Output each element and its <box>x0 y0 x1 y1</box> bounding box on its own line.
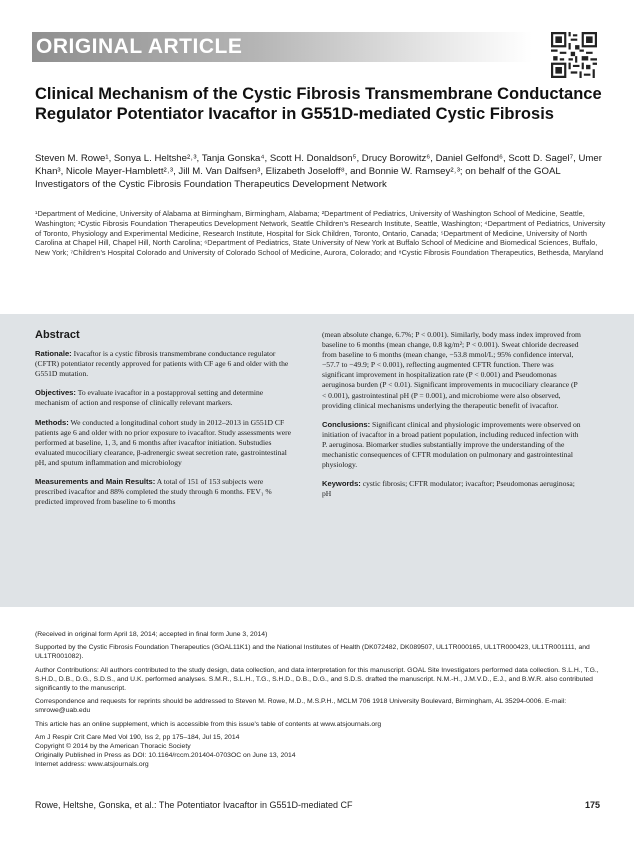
journal-citation: Am J Respir Crit Care Med Vol 190, Iss 2, pp 175–184, Jul 15, 2014 <box>35 733 240 741</box>
correspondence-note: Correspondence and requests for reprints should be addressed to Steven M. Rowe, M.D., M.S.P.H., MCLM 706 1918 University Boulevard, Birmingham, AL 35294-0006. E-mail: smrowe@uab.edu <box>35 698 567 715</box>
results-text-left: A total of 151 of 153 subjects were prescribed ivacaftor and 88% completed the study through 6 months. FEV₁ % predicted improved from baseline to 6 months <box>35 477 272 507</box>
conclusions-label: Conclusions: <box>322 419 371 429</box>
page-number: 175 <box>584 800 600 810</box>
abstract-heading: Abstract <box>35 329 80 341</box>
abstract-right-column <box>322 330 582 508</box>
abstract-methods <box>35 418 295 468</box>
keywords-text: cystic fibrosis; CFTR modulator; ivacaftor; Pseudomonas aeruginosa; pH <box>322 479 575 499</box>
abstract-left-column <box>35 330 295 516</box>
doi-line: Originally Published in Press as DOI: 10.1164/rccm.201404-0703OC on June 13, 2014 <box>35 752 296 760</box>
objectives-label: Objectives: <box>35 388 76 398</box>
page-footer <box>35 800 600 810</box>
abstract-keywords <box>322 479 582 499</box>
footnotes <box>35 630 605 770</box>
support-note: Supported by the Cystic Fibrosis Foundation Therapeutics (GOAL11K1) and the National Institutes of Health (DK072482, DK089507, UL1TR000165, UL1TR000423, UL1TR001111, and UL1TR001082). <box>35 644 590 661</box>
abstract-rationale <box>35 349 295 379</box>
abstract-conclusions <box>322 420 582 470</box>
objectives-text: To evaluate ivacaftor in a postapproval setting and determine mechanism of action and response of clinically relevant markers. <box>35 388 264 408</box>
methods-label: Methods: <box>35 417 69 427</box>
methods-text: We conducted a longitudinal cohort study in 2012–2013 in G551D CF patients age 6 and older with no prior exposure to ivacaftor. Study assessments were performed at baseline, 1, 3, and 6 months after ivacaftor initiation. Substudies evaluated mucociliary clearance, β-adrenergic sweat secretion rate, gastrointestinal pH, and sputum inflammation and microbiology <box>35 417 292 467</box>
affiliations: ¹Department of Medicine, University of Alabama at Birmingham, Birmingham, Alabama; ²Department of Pediatrics, University of Washington School of Medicine, Seattle, Washington; ³Cystic Fibrosis Foundation Therapeutics Development Network, Seattle Children's Research Institute, Seattle, Washington; ⁴Department of Pediatrics, University of Toronto, Physiology and Experimental Medicine, Research Institute, Hospital for Sick Children, Toronto, Ontario, Canada; ⁵Department of Medicine, University of North Carolina at Chapel Hill, Chapel Hill, North Carolina; ⁶Department of Pediatrics, State University of New York at Buffalo School of Medicine and Biomedical Sciences, Buffalo, New York; ⁷Children's Hospital Colorado and University of Colorado School of Medicine, Aurora, Colorado; and ⁸Cystic Fibrosis Foundation Therapeutics, Bethesda, Maryland <box>35 209 606 258</box>
internet-address[interactable]: Internet address: www.atsjournals.org <box>35 761 149 769</box>
article-title: Clinical Mechanism of the Cystic Fibrosis Transmembrane Conductance Regulator Potentiator Ivacaftor in G551D-mediated Cystic Fibrosis <box>35 85 602 123</box>
conclusions-text: Significant clinical and physiologic improvements were observed on initiation of ivacaftor in a broad patient population, including reduced infection with P. aeruginosa. Biomarker studies substantially improve the understanding of the mechanistic consequences of CFTR modulation on pulmonary and gastrointestinal physiology. <box>322 419 581 470</box>
copyright-line: Copyright © 2014 by the American Thoracic Society <box>35 743 191 751</box>
contributions-note: Author Contributions: All authors contributed to the study design, data collection, and data interpretation for this manuscript. GOAL Site Investigators performed data collection. S.L.H., T.G., S.H.D., D.B., D.G., S.D.S., and U.K. performed analyses. S.M.R., S.L.H., T.G., S.H.D., D.B., D.G., and S.D.S. drafted the manuscript. N.M.-H., J.M.V.D., E.J., and B.W.R. also contributed significantly to the manuscript. <box>35 666 599 693</box>
qr-code-icon[interactable] <box>551 32 597 78</box>
results-text-right: (mean absolute change, 6.7%; P < 0.001). Similarly, body mass index improved from baseline to 6 months (mean change, 0.8 kg/m²; P < 0.001). Sweat chloride decreased from baseline to 6 months (mean change, −53.8 mmol/L; 95% confidence interval, −57.7 to −49.9; P < 0.001), reflecting augmented CFTR function. There was significant improvement in hospitalization rate (P < 0.001) and Pseudomonas aeruginosa burden (P < 0.01). Significant improvements in mucociliary clearance (P < 0.001), gastrointestinal pH (P = 0.001), and microbiome were also observed, providing clinical mechanisms underlying the therapeutic benefit of ivacaftor. <box>322 330 581 410</box>
article-type-label: ORIGINAL ARTICLE <box>36 35 243 58</box>
running-title: Rowe, Heltshe, Gonska, et al.: The Potentiator Ivacaftor in G551D-mediated CF <box>35 800 353 810</box>
rationale-text: Ivacaftor is a cystic fibrosis transmembrane conductance regulator (CFTR) potentiator recently approved for patients with CF age 6 and older with the G551D mutation. <box>35 349 289 379</box>
author-list: Steven M. Rowe¹, Sonya L. Heltshe²˒³, Tanja Gonska⁴, Scott H. Donaldson⁵, Drucy Borowitz⁶, Daniel Gelfond⁶, Scott D. Sagel⁷, Umer Khan³, Nicole Mayer-Hamblett²˒³, Jill M. Van Dalfsen³, Elizabeth Joseloff⁸, and Bonnie W. Ramsey²˒³; on behalf of the GOAL Investigators of the Cystic Fibrosis Foundation Therapeutics Development Network <box>35 153 602 190</box>
results-continued <box>322 330 582 411</box>
rationale-label: Rationale: <box>35 349 72 359</box>
supplement-note: This article has an online supplement, which is accessible from this issue's table of contents at www.atsjournals.org <box>35 720 382 728</box>
results-label: Measurements and Main Results: <box>35 477 156 487</box>
article-type-banner <box>32 32 532 62</box>
abstract-results <box>35 477 295 507</box>
keywords-label: Keywords: <box>322 479 361 489</box>
abstract-objectives <box>35 388 295 408</box>
received-note: (Received in original form April 18, 2014; accepted in final form June 3, 2014) <box>35 631 268 638</box>
